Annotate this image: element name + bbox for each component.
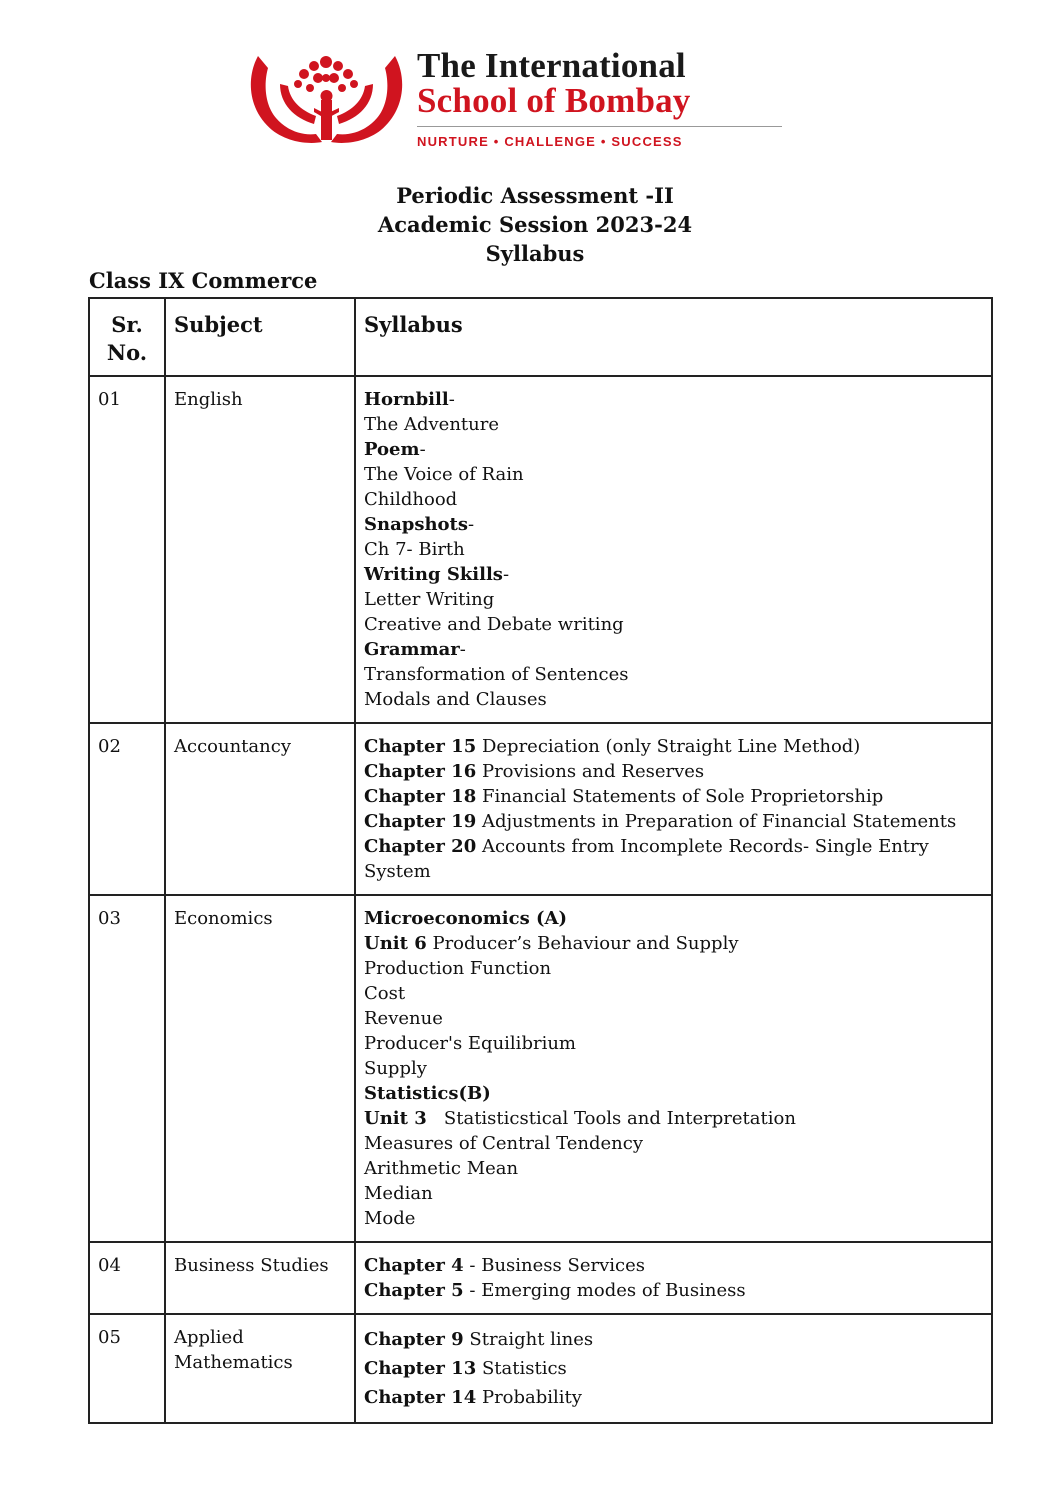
syllabus-line-text: - Business Services xyxy=(463,1255,645,1276)
syllabus-line-heading: Writing Skills xyxy=(364,564,503,585)
syllabus-line-text: Depreciation (only Straight Line Method) xyxy=(476,736,861,757)
syllabus-line xyxy=(364,784,983,809)
syllabus-line xyxy=(364,562,983,587)
syllabus-line-text: Probability xyxy=(476,1387,582,1408)
syllabus-line-text: Production Function xyxy=(364,958,552,979)
syllabus-line-heading: Chapter 5 xyxy=(364,1280,464,1301)
syllabus-line xyxy=(364,662,983,687)
syllabus-line-text: Arithmetic Mean xyxy=(364,1158,519,1179)
syllabus-line xyxy=(364,734,983,759)
header-subject: Subject xyxy=(165,298,355,376)
syllabus-line-heading: Microeconomics (A) xyxy=(364,908,567,929)
syllabus-line-heading: Chapter 15 xyxy=(364,736,477,757)
syllabus-line xyxy=(364,1181,983,1206)
syllabus-line-text: Accounts from Incomplete Records- Single Entry xyxy=(476,836,929,857)
syllabus-line-text: Straight lines xyxy=(463,1329,594,1350)
heading-line-3: Syllabus xyxy=(485,241,585,266)
logo-divider xyxy=(417,126,782,127)
table-body xyxy=(89,376,992,1423)
syllabus-line-text: Median xyxy=(364,1183,433,1204)
syllabus-line xyxy=(364,859,983,884)
syllabus-line-text: Statistics xyxy=(476,1358,567,1379)
syllabus-line xyxy=(364,587,983,612)
syllabus-line xyxy=(364,1056,983,1081)
syllabus-line-text: - xyxy=(468,514,475,535)
syllabus-line xyxy=(364,1031,983,1056)
school-tagline: NURTURE • CHALLENGE • SUCCESS xyxy=(417,134,683,149)
row-subject: Applied Mathematics xyxy=(165,1314,355,1423)
syllabus-line xyxy=(364,931,983,956)
school-name-line2: School of Bombay xyxy=(417,81,691,120)
syllabus-line xyxy=(364,906,983,931)
syllabus-line-text: System xyxy=(364,861,431,882)
syllabus-line-text: Mode xyxy=(364,1208,416,1229)
syllabus-line xyxy=(364,537,983,562)
syllabus-line-heading: Poem xyxy=(364,439,420,460)
syllabus-line-text: - xyxy=(448,389,455,410)
syllabus-line xyxy=(364,387,983,412)
heading-line-1: Periodic Assessment -II xyxy=(396,183,674,208)
syllabus-line-text: Childhood xyxy=(364,489,458,510)
syllabus-line-text: Financial Statements of Sole Proprietorship xyxy=(476,786,884,807)
table-row xyxy=(89,376,992,723)
syllabus-line-heading: Chapter 20 xyxy=(364,836,477,857)
syllabus-line-heading: Unit 3 xyxy=(364,1108,427,1129)
syllabus-line xyxy=(364,834,983,859)
header-sr-no xyxy=(89,298,165,376)
syllabus-line xyxy=(364,1206,983,1231)
syllabus-line-text: Supply xyxy=(364,1058,427,1079)
syllabus-line-heading: Chapter 4 xyxy=(364,1255,464,1276)
syllabus-line xyxy=(364,809,983,834)
header-syllabus: Syllabus xyxy=(355,298,992,376)
syllabus-line xyxy=(364,1106,983,1131)
row-sr-no: 03 xyxy=(89,895,165,1242)
syllabus-line xyxy=(364,1278,983,1303)
syllabus-line-text: Ch 7- Birth xyxy=(364,539,465,560)
heading-line-2: Academic Session 2023-24 xyxy=(377,212,693,237)
syllabus-line-text: Creative and Debate writing xyxy=(364,614,624,635)
row-subject: Business Studies xyxy=(165,1242,355,1314)
syllabus-line-heading: Unit 6 xyxy=(364,933,427,954)
table-row xyxy=(89,895,992,1242)
syllabus-line-heading: Chapter 9 xyxy=(364,1329,464,1350)
school-name-line1: The International xyxy=(417,46,686,85)
tree-hands-emblem-icon xyxy=(244,48,409,148)
syllabus-line xyxy=(364,637,983,662)
syllabus-line-heading: Snapshots xyxy=(364,514,469,535)
syllabus-line-text: Letter Writing xyxy=(364,589,495,610)
syllabus-line-heading: Grammar xyxy=(364,639,460,660)
class-label: Class IX Commerce xyxy=(89,268,318,293)
syllabus-line-heading: Statistics(B) xyxy=(364,1083,491,1104)
syllabus-line-text: The Adventure xyxy=(364,414,499,435)
syllabus-line xyxy=(364,1253,983,1278)
row-syllabus xyxy=(355,1314,992,1423)
header-sr-line1: Sr. xyxy=(111,312,143,337)
syllabus-line-text: - Emerging modes of Business xyxy=(463,1280,746,1301)
syllabus-line xyxy=(364,759,983,784)
syllabus-line-heading: Chapter 13 xyxy=(364,1358,477,1379)
syllabus-line xyxy=(364,981,983,1006)
syllabus-line xyxy=(364,487,983,512)
syllabus-line xyxy=(364,1006,983,1031)
row-syllabus xyxy=(355,376,992,723)
document-heading xyxy=(0,181,1058,268)
syllabus-line xyxy=(364,687,983,712)
table-header-row xyxy=(89,298,992,376)
syllabus-line xyxy=(364,956,983,981)
syllabus-line-text: Measures of Central Tendency xyxy=(364,1133,644,1154)
syllabus-line-text: Producer's Equilibrium xyxy=(364,1033,576,1054)
row-sr-no: 04 xyxy=(89,1242,165,1314)
row-subject: Economics xyxy=(165,895,355,1242)
syllabus-line xyxy=(364,1325,983,1354)
row-syllabus xyxy=(355,723,992,895)
syllabus-line xyxy=(364,1354,983,1383)
syllabus-line xyxy=(364,412,983,437)
syllabus-line-heading: Chapter 14 xyxy=(364,1387,477,1408)
syllabus-line xyxy=(364,1081,983,1106)
syllabus-line-heading: Chapter 18 xyxy=(364,786,477,807)
syllabus-line-heading: Chapter 19 xyxy=(364,811,477,832)
table-row xyxy=(89,1314,992,1423)
school-logo xyxy=(244,48,789,154)
header-sr-line2: No. xyxy=(106,340,148,365)
table-row xyxy=(89,1242,992,1314)
syllabus-line-heading: Hornbill xyxy=(364,389,449,410)
syllabus-line-text: Cost xyxy=(364,983,406,1004)
syllabus-table xyxy=(88,297,993,1424)
syllabus-line xyxy=(364,462,983,487)
syllabus-line-text: The Voice of Rain xyxy=(364,464,524,485)
syllabus-line xyxy=(364,1156,983,1181)
syllabus-line-text: Producer’s Behaviour and Supply xyxy=(426,933,739,954)
syllabus-line xyxy=(364,512,983,537)
syllabus-line xyxy=(364,612,983,637)
syllabus-line-text: Transformation of Sentences xyxy=(364,664,629,685)
syllabus-line-text: Modals and Clauses xyxy=(364,689,547,710)
row-sr-no: 02 xyxy=(89,723,165,895)
syllabus-line-text: - xyxy=(419,439,426,460)
row-subject: Accountancy xyxy=(165,723,355,895)
school-name xyxy=(417,48,691,118)
syllabus-line xyxy=(364,437,983,462)
syllabus-line-text: Statisticstical Tools and Interpretation xyxy=(426,1108,796,1129)
row-subject: English xyxy=(165,376,355,723)
syllabus-line-text: Adjustments in Preparation of Financial Statements xyxy=(476,811,957,832)
syllabus-line xyxy=(364,1383,983,1412)
row-sr-no: 05 xyxy=(89,1314,165,1423)
row-syllabus xyxy=(355,1242,992,1314)
row-sr-no: 01 xyxy=(89,376,165,723)
syllabus-line-text: Provisions and Reserves xyxy=(476,761,705,782)
syllabus-line-text: - xyxy=(502,564,510,585)
syllabus-line-text: - xyxy=(459,639,466,660)
table-row xyxy=(89,723,992,895)
syllabus-line xyxy=(364,1131,983,1156)
row-syllabus xyxy=(355,895,992,1242)
syllabus-line-text: Revenue xyxy=(364,1008,443,1029)
syllabus-line-heading: Chapter 16 xyxy=(364,761,477,782)
